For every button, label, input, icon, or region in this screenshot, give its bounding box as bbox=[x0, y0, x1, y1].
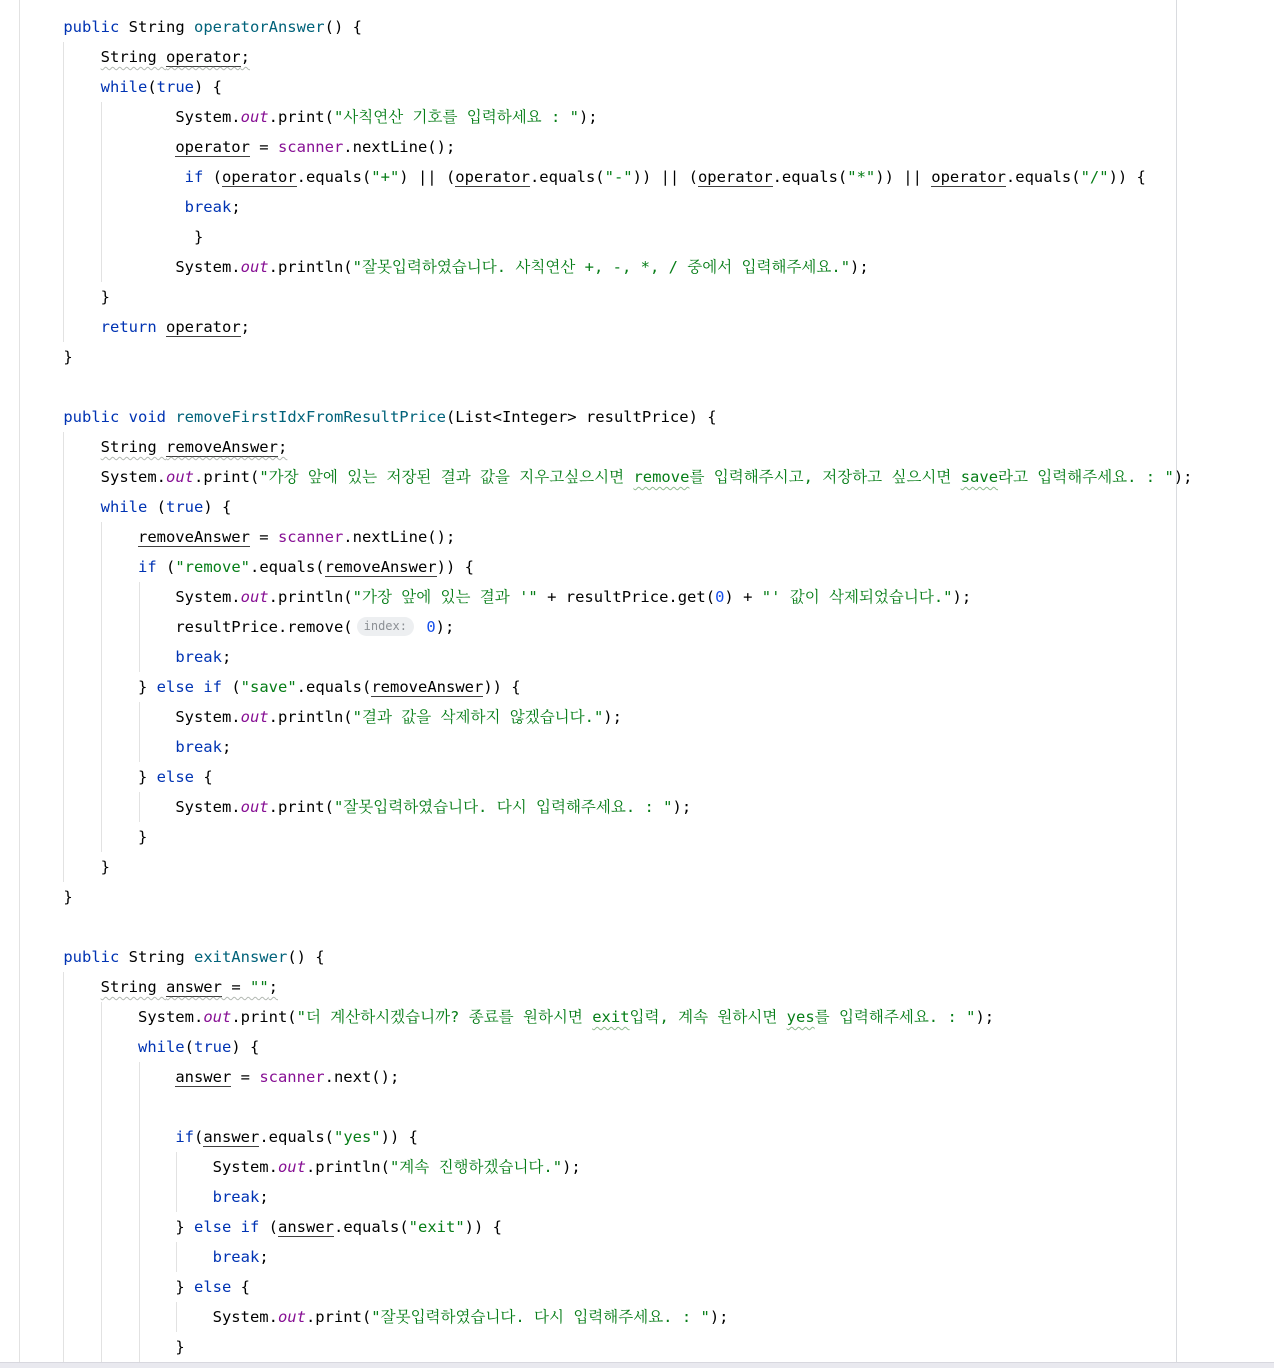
token-keyword: while bbox=[100, 78, 148, 96]
code-line[interactable] bbox=[26, 462, 1192, 492]
token-plain: resultPrice.remove( bbox=[175, 618, 353, 636]
token-plain: .next(); bbox=[324, 1068, 400, 1086]
token-keyword: if bbox=[203, 678, 222, 696]
code-line[interactable] bbox=[26, 822, 1192, 852]
token-plain: + resultPrice.get( bbox=[537, 588, 716, 606]
token-string: "' 값이 삭제되었습니다." bbox=[761, 588, 953, 606]
token-plain: ) { bbox=[194, 78, 222, 96]
token-plain: .equals( bbox=[529, 168, 605, 186]
code-line[interactable] bbox=[26, 942, 1192, 972]
token-plain: } bbox=[175, 1338, 185, 1356]
token-keyword: else bbox=[193, 1218, 232, 1236]
token-plain: () { bbox=[287, 948, 325, 966]
token-plain bbox=[157, 318, 166, 336]
code-line[interactable] bbox=[26, 192, 1192, 222]
token-number: 0 bbox=[426, 618, 436, 636]
token-string: exit bbox=[592, 1008, 630, 1026]
token-plain: .equals( bbox=[334, 1218, 409, 1236]
token-plain: = bbox=[249, 528, 278, 546]
code-line[interactable] bbox=[26, 1122, 1192, 1152]
token-plain: ) { bbox=[231, 1038, 260, 1056]
token-plain: System. bbox=[137, 1008, 204, 1026]
token-plain: ( bbox=[259, 1218, 278, 1236]
code-line[interactable] bbox=[26, 672, 1192, 702]
token-static-field: out bbox=[240, 588, 269, 606]
token-string: "" bbox=[249, 978, 269, 996]
token-plain: ); bbox=[1173, 468, 1193, 486]
token-plain: } bbox=[137, 678, 157, 696]
token-plain: (List<Integer> resultPrice) { bbox=[445, 408, 717, 426]
token-number: 0 bbox=[715, 588, 725, 606]
code-line[interactable] bbox=[26, 12, 1192, 42]
token-field: scanner bbox=[277, 528, 344, 546]
token-string: "더 계산하시겠습니까? 종료를 원하시면 bbox=[296, 1008, 593, 1026]
token-string: 를 입력해주시고, 저장하고 싶으시면 bbox=[689, 468, 961, 486]
token-plain: } bbox=[137, 828, 148, 846]
code-line[interactable] bbox=[26, 1212, 1192, 1242]
token-plain: .equals( bbox=[296, 678, 372, 696]
token-plain: ); bbox=[952, 588, 972, 606]
code-line[interactable] bbox=[26, 1032, 1192, 1062]
token-string: remove bbox=[633, 468, 690, 486]
code-line[interactable] bbox=[26, 1332, 1192, 1362]
token-plain: ; bbox=[221, 648, 232, 666]
token-plain: ( bbox=[193, 1128, 204, 1146]
token-plain: ) + bbox=[724, 588, 762, 606]
token-plain: System. bbox=[212, 1158, 278, 1176]
token-string: "계속 진행하겠습니다." bbox=[389, 1158, 563, 1176]
token-variable: removeAnswer bbox=[324, 558, 437, 576]
token-keyword: else bbox=[156, 768, 194, 786]
token-plain: } bbox=[100, 858, 110, 876]
token-plain: System. bbox=[100, 468, 166, 486]
token-string: yes bbox=[786, 1008, 815, 1026]
code-line[interactable] bbox=[26, 522, 1192, 552]
token-plain: ( bbox=[147, 78, 157, 96]
token-string: "remove" bbox=[175, 558, 250, 576]
token-plain: ; bbox=[277, 438, 288, 456]
token-static-field: out bbox=[277, 1158, 306, 1176]
code-area[interactable] bbox=[26, 12, 1192, 1362]
token-string: "-" bbox=[604, 168, 633, 186]
token-string: "+" bbox=[371, 168, 400, 186]
token-plain: } bbox=[193, 228, 204, 246]
token-keyword: else bbox=[193, 1278, 232, 1296]
token-keyword: true bbox=[156, 78, 194, 96]
token-static-field: out bbox=[165, 468, 194, 486]
token-variable: removeAnswer bbox=[371, 678, 484, 696]
token-plain bbox=[166, 408, 175, 426]
token-static-field: out bbox=[240, 708, 269, 726]
token-keyword: if bbox=[137, 558, 157, 576]
token-string: "exit" bbox=[408, 1218, 465, 1236]
token-plain: ); bbox=[562, 1158, 581, 1176]
token-plain: System. bbox=[175, 108, 241, 126]
token-plain bbox=[417, 618, 426, 636]
code-line[interactable] bbox=[26, 312, 1192, 342]
token-plain: } bbox=[63, 888, 73, 906]
code-line[interactable] bbox=[26, 402, 1192, 432]
token-plain: .equals( bbox=[259, 1128, 334, 1146]
token-plain: ); bbox=[435, 618, 455, 636]
token-plain: ( bbox=[222, 678, 241, 696]
code-line[interactable] bbox=[26, 1182, 1192, 1212]
token-plain: ( bbox=[203, 168, 222, 186]
token-variable: operator bbox=[221, 168, 297, 186]
code-line[interactable] bbox=[26, 1152, 1192, 1182]
token-plain: } bbox=[175, 1278, 194, 1296]
token-keyword: else bbox=[156, 678, 194, 696]
token-variable: operator bbox=[697, 168, 773, 186]
token-plain: } bbox=[175, 1218, 194, 1236]
token-keyword: break bbox=[212, 1248, 260, 1266]
code-line[interactable] bbox=[26, 1272, 1192, 1302]
token-plain: ( bbox=[147, 498, 166, 516]
token-plain: .println( bbox=[305, 1158, 390, 1176]
token-string: "/" bbox=[1080, 168, 1109, 186]
token-field: scanner bbox=[259, 1068, 325, 1086]
token-plain: .println( bbox=[268, 708, 353, 726]
token-plain: ); bbox=[603, 708, 622, 726]
token-string: "잘못입력하였습니다. 다시 입력해주세요. : " bbox=[333, 798, 673, 816]
token-keyword: break bbox=[212, 1188, 260, 1206]
token-plain: .println( bbox=[268, 258, 353, 276]
token-plain: )) { bbox=[436, 558, 474, 576]
token-plain: } bbox=[63, 348, 73, 366]
token-keyword: if bbox=[175, 1128, 194, 1146]
token-plain: .print( bbox=[268, 798, 334, 816]
token-plain: String bbox=[119, 18, 194, 36]
token-plain: System. bbox=[175, 588, 241, 606]
token-plain: ; bbox=[221, 738, 232, 756]
token-static-field: out bbox=[240, 798, 269, 816]
token-keyword: true bbox=[166, 498, 204, 516]
code-line[interactable] bbox=[26, 852, 1192, 882]
token-plain: .nextLine(); bbox=[343, 138, 456, 156]
token-plain: ); bbox=[850, 258, 869, 276]
token-variable: operator bbox=[455, 168, 530, 186]
token-string: 라고 입력해주세요. : " bbox=[998, 468, 1174, 486]
token-plain: } bbox=[137, 768, 157, 786]
token-method-name: operatorAnswer bbox=[193, 18, 325, 36]
token-variable: answer bbox=[175, 1068, 232, 1086]
code-line[interactable] bbox=[26, 732, 1192, 762]
inlay-hint-index: index: bbox=[357, 617, 414, 636]
token-keyword: true bbox=[194, 1038, 232, 1056]
code-line[interactable] bbox=[26, 282, 1192, 312]
token-plain: )) { bbox=[464, 1218, 502, 1236]
code-line[interactable] bbox=[26, 582, 1192, 612]
token-plain: System. bbox=[175, 258, 241, 276]
code-line[interactable] bbox=[26, 1242, 1192, 1272]
token-plain: ; bbox=[268, 978, 278, 996]
token-plain: .print( bbox=[193, 468, 260, 486]
token-plain: ; bbox=[240, 48, 250, 66]
editor-bottom-divider bbox=[0, 1362, 1274, 1368]
token-plain: ; bbox=[240, 318, 250, 336]
token-plain: .equals( bbox=[249, 558, 325, 576]
token-plain: { bbox=[231, 1278, 250, 1296]
code-line[interactable] bbox=[26, 762, 1192, 792]
token-keyword: break bbox=[175, 648, 222, 666]
token-plain: .println( bbox=[268, 588, 353, 606]
token-plain: = bbox=[249, 138, 278, 156]
code-line[interactable] bbox=[26, 222, 1192, 252]
token-plain: )) { bbox=[380, 1128, 418, 1146]
token-string: "결과 값을 삭제하지 않겠습니다." bbox=[352, 708, 604, 726]
token-plain: ; bbox=[259, 1248, 269, 1266]
code-line[interactable] bbox=[26, 102, 1192, 132]
token-plain: .print( bbox=[268, 108, 334, 126]
token-plain: )) || ( bbox=[632, 168, 698, 186]
token-static-field: out bbox=[203, 1008, 232, 1026]
token-plain: String bbox=[119, 948, 194, 966]
token-plain: ); bbox=[975, 1008, 995, 1026]
token-string: "잘못입력하였습니다. 사칙연산 +, -, *, / 중에서 입력해주세요." bbox=[352, 258, 851, 276]
code-line[interactable] bbox=[26, 1092, 1192, 1122]
token-plain: ) { bbox=[203, 498, 232, 516]
token-plain: ); bbox=[672, 798, 692, 816]
token-plain: = bbox=[231, 1068, 260, 1086]
token-plain: .equals( bbox=[772, 168, 848, 186]
token-plain: System. bbox=[175, 708, 241, 726]
token-keyword: public bbox=[63, 18, 120, 36]
token-string: save bbox=[960, 468, 999, 486]
token-keyword: return bbox=[100, 318, 157, 336]
token-plain bbox=[119, 408, 128, 426]
token-plain: .nextLine(); bbox=[343, 528, 456, 546]
token-plain: ); bbox=[578, 108, 598, 126]
token-keyword: break bbox=[184, 198, 232, 216]
indent-guide bbox=[19, 0, 20, 1362]
code-line[interactable] bbox=[26, 792, 1192, 822]
token-string: 를 입력해주세요. : " bbox=[814, 1008, 976, 1026]
token-plain: .equals( bbox=[1005, 168, 1081, 186]
token-plain: ) || ( bbox=[399, 168, 456, 186]
token-variable: answer bbox=[165, 978, 222, 996]
token-string: "save" bbox=[240, 678, 297, 696]
token-keyword: break bbox=[175, 738, 222, 756]
token-keyword: void bbox=[128, 408, 166, 426]
token-plain: )) { bbox=[483, 678, 521, 696]
code-line[interactable] bbox=[26, 642, 1192, 672]
token-plain: () { bbox=[324, 18, 362, 36]
token-plain: String bbox=[100, 978, 166, 996]
token-plain: )) || bbox=[875, 168, 932, 186]
token-plain: System. bbox=[212, 1308, 278, 1326]
code-line[interactable] bbox=[26, 912, 1192, 942]
token-string: "*" bbox=[847, 168, 876, 186]
token-variable: removeAnswer bbox=[165, 438, 278, 456]
code-line[interactable] bbox=[26, 432, 1192, 462]
code-line[interactable] bbox=[26, 552, 1192, 582]
token-string: "가장 앞에 있는 저장된 결과 값을 지우고싶으시면 bbox=[259, 468, 634, 486]
token-plain: } bbox=[100, 288, 110, 306]
token-keyword: public bbox=[63, 948, 120, 966]
token-plain: ; bbox=[231, 198, 241, 216]
code-line[interactable] bbox=[26, 342, 1192, 372]
token-method-name: exitAnswer bbox=[193, 948, 288, 966]
token-plain: = bbox=[221, 978, 250, 996]
code-line[interactable] bbox=[26, 162, 1192, 192]
token-variable: operator bbox=[175, 138, 250, 156]
token-plain: String bbox=[100, 438, 166, 456]
token-string: "잘못입력하였습니다. 다시 입력해주세요. : " bbox=[371, 1308, 710, 1326]
token-keyword: if bbox=[184, 168, 204, 186]
code-line[interactable] bbox=[26, 72, 1192, 102]
token-plain bbox=[231, 1218, 240, 1236]
code-line[interactable] bbox=[26, 1062, 1192, 1092]
token-keyword: public bbox=[63, 408, 120, 426]
token-static-field: out bbox=[240, 108, 269, 126]
token-plain bbox=[194, 678, 203, 696]
code-line[interactable] bbox=[26, 132, 1192, 162]
token-keyword: if bbox=[240, 1218, 260, 1236]
code-line[interactable] bbox=[26, 1302, 1192, 1332]
token-plain: .equals( bbox=[296, 168, 372, 186]
token-string: "yes" bbox=[333, 1128, 381, 1146]
token-plain: System. bbox=[175, 798, 241, 816]
token-keyword: while bbox=[100, 498, 148, 516]
token-plain: ); bbox=[709, 1308, 729, 1326]
token-plain: ( bbox=[156, 558, 176, 576]
token-plain: ( bbox=[184, 1038, 194, 1056]
token-string: "가장 앞에 있는 결과 '" bbox=[352, 588, 538, 606]
token-variable: operator bbox=[931, 168, 1006, 186]
code-line[interactable] bbox=[26, 612, 1192, 642]
token-variable: removeAnswer bbox=[137, 528, 250, 546]
token-plain: )) { bbox=[1108, 168, 1146, 186]
code-line[interactable] bbox=[26, 972, 1192, 1002]
token-plain: .print( bbox=[231, 1008, 297, 1026]
code-line[interactable] bbox=[26, 702, 1192, 732]
code-line[interactable] bbox=[26, 252, 1192, 282]
code-line[interactable] bbox=[26, 882, 1192, 912]
token-string: "사칙연산 기호를 입력하세요 : " bbox=[333, 108, 579, 126]
token-static-field: out bbox=[240, 258, 269, 276]
code-line[interactable] bbox=[26, 492, 1192, 522]
token-variable: answer bbox=[278, 1218, 334, 1236]
code-line[interactable] bbox=[26, 1002, 1192, 1032]
token-variable: operator bbox=[165, 48, 241, 66]
token-string: 입력, 계속 원하시면 bbox=[629, 1008, 787, 1026]
token-field: scanner bbox=[277, 138, 344, 156]
token-plain: .print( bbox=[305, 1308, 372, 1326]
token-static-field: out bbox=[277, 1308, 306, 1326]
token-variable: answer bbox=[203, 1128, 260, 1146]
token-plain: { bbox=[193, 768, 213, 786]
token-plain: ; bbox=[259, 1188, 269, 1206]
code-line[interactable] bbox=[26, 42, 1192, 72]
token-keyword: while bbox=[137, 1038, 185, 1056]
code-line[interactable] bbox=[26, 372, 1192, 402]
token-method-name: removeFirstIdxFromResultPrice bbox=[175, 408, 446, 426]
token-plain: String bbox=[100, 48, 166, 66]
token-variable: operator bbox=[166, 318, 241, 336]
